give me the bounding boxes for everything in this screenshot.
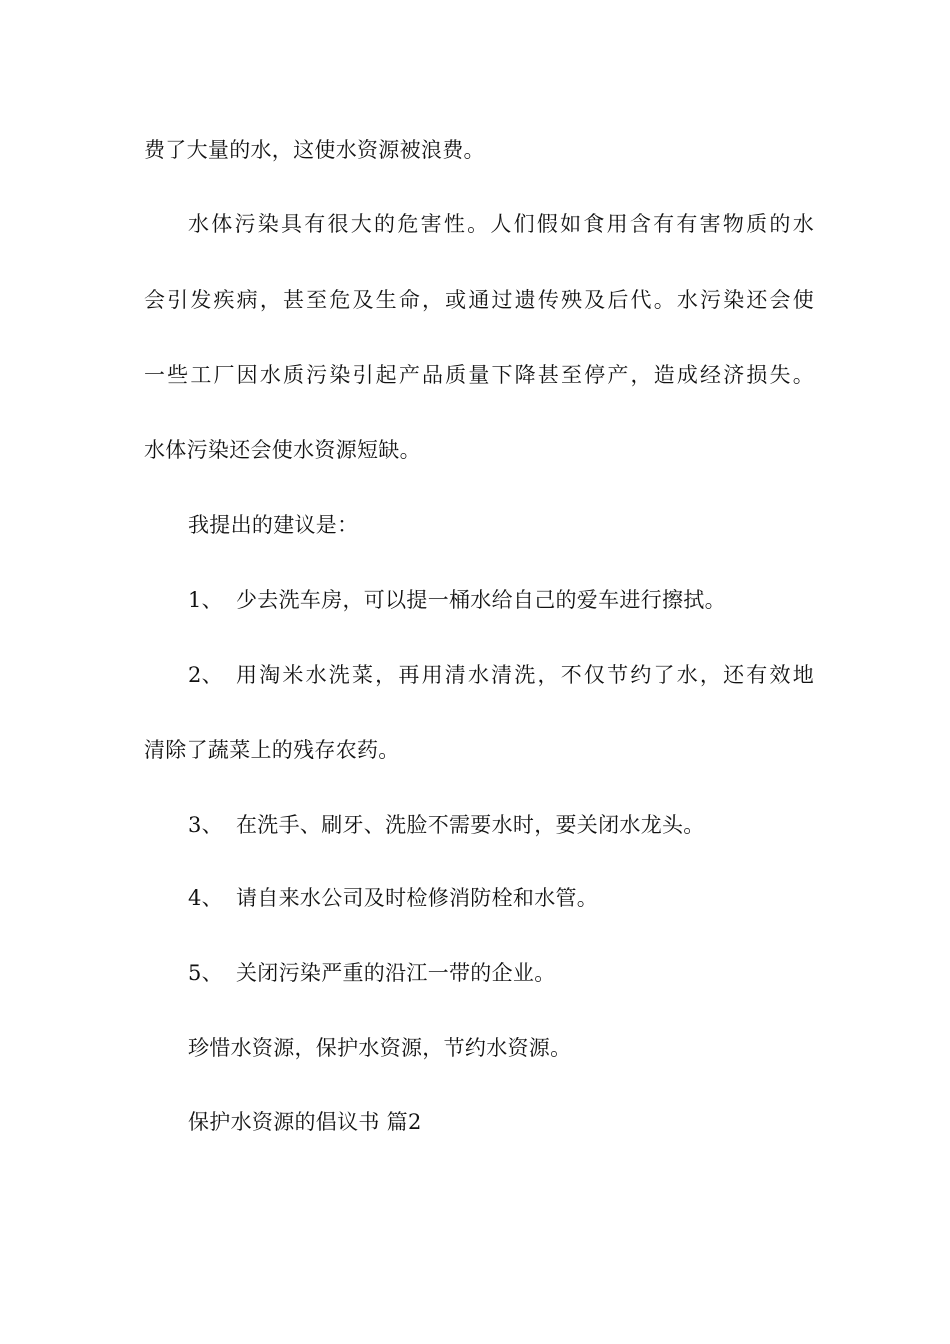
list-item-number: 2、 xyxy=(188,663,223,687)
paragraph-line: 清除了蔬菜上的残存农药。 xyxy=(144,738,400,762)
list-item-number: 3、 xyxy=(188,813,223,837)
list-item-text: 用淘米水洗菜，再用清水清洗，不仅节约了水，还有效地 xyxy=(236,663,814,687)
list-item-text: 在洗手、刷牙、洗脸不需要水时，要关闭水龙头。 xyxy=(236,813,705,837)
paragraph-line: 水体污染具有很大的危害性。人们假如食用含有有害物质的水 xyxy=(188,212,814,236)
list-item-number: 1、 xyxy=(188,588,223,612)
list-item xyxy=(188,953,814,993)
list-item xyxy=(188,878,814,918)
list-item xyxy=(188,655,814,695)
paragraph-line: 我提出的建议是： xyxy=(188,513,359,537)
paragraph-line: 珍惜水资源，保护水资源，节约水资源。 xyxy=(188,1036,572,1060)
list-item-text: 关闭污染严重的沿江一带的企业。 xyxy=(236,961,556,985)
list-item-number: 4、 xyxy=(188,886,223,910)
paragraph-line: 会引发疾病，甚至危及生命，或通过遗传殃及后代。水污染还会使 xyxy=(144,288,814,312)
section-heading: 保护水资源的倡议书 篇2 xyxy=(188,1110,422,1134)
list-item-text: 请自来水公司及时检修消防栓和水管。 xyxy=(236,886,599,910)
list-item xyxy=(188,580,814,620)
list-item xyxy=(188,805,814,845)
paragraph-line: 一些工厂因水质污染引起产品质量下降甚至停产，造成经济损失。 xyxy=(144,363,814,387)
paragraph-line: 费了大量的水，这使水资源被浪费。 xyxy=(144,138,485,162)
list-item-number: 5、 xyxy=(188,961,223,985)
list-item-text: 少去洗车房，可以提一桶水给自己的爱车进行擦拭。 xyxy=(236,588,726,612)
paragraph-line: 水体污染还会使水资源短缺。 xyxy=(144,438,421,462)
